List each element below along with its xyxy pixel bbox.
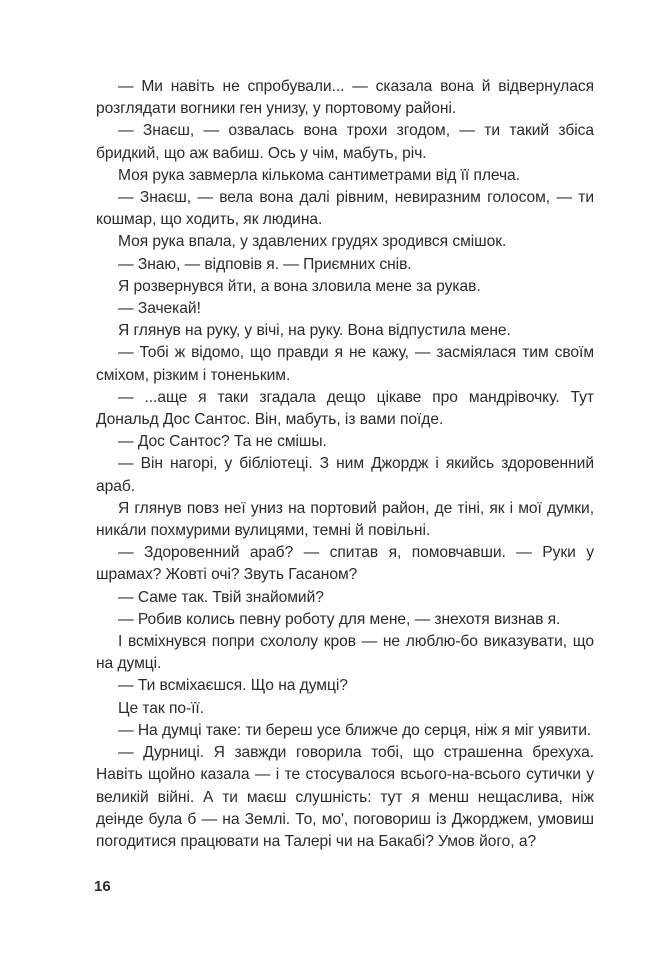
paragraph: — Робив колись певну роботу для мене, — знехотя визнав я.: [118, 610, 561, 628]
paragraph: Моя рука впала, у здавлених грудях зродився смішок.: [118, 233, 507, 251]
paragraph: — Здоровенний араб? — спитав я, помовчавши. — Руки у шрамах? Жовті очі? Звуть Гасаном?: [96, 544, 594, 584]
paragraph: — Дос Сантос? Та не смішы.: [118, 433, 327, 451]
paragraph: — Тобі ж відомо, що правди я не кажу, — засміялася тим своїм сміхом, різким і тоненьким.: [96, 344, 594, 384]
page-number: 16: [94, 878, 111, 895]
paragraph: І всміхнувся попри схололу кров — не люблю-бо виказувати, що на думці.: [96, 633, 594, 673]
paragraph: Це так по-її.: [118, 699, 204, 717]
paragraph: — Він нагорі, у бібліотеці. З ним Джордж і якийсь здоровенний араб.: [96, 455, 594, 495]
paragraph: — На думці таке: ти береш усе ближче до серця, ніж я міг уявити.: [118, 721, 592, 739]
paragraph: — Знаю, — відповів я. — Приємних снів.: [118, 255, 412, 273]
paragraph: — Саме так. Твій знайомий?: [118, 588, 324, 606]
paragraph: Я глянув на руку, у вічі, на руку. Вона відпустила мене.: [118, 322, 511, 340]
paragraph: — Дурниці. Я завжди говорила тобі, що страшенна брехуха. Навіть щойно казала — і те стосувалося всього-на-всього сутички у великій війні. А ти маєш слушність: тут я менш нещаслива, ніж деінде була б — на Землі. То, мо', поговориш із Джорджем, умовиш погодитися працювати на Талері чи на Бакабі? Умов його, а?: [96, 744, 594, 850]
page-text: [96, 76, 594, 853]
paragraph: Я глянув повз неї униз на портовий район, де тіні, як і мої думки, никáли похмурими вулицями, темні й повільні.: [96, 499, 594, 540]
paragraph: — Ти всміхаєшся. Що на думці?: [118, 677, 348, 695]
paragraph: — ...аще я таки згадала дещо цікаве про мандрівочку. Тут Дональд Дос Сантос. Він, мабуть, із вами поїде.: [96, 388, 594, 429]
paragraph: — Зачекай!: [118, 300, 201, 318]
paragraph: — Знаєш, — озвалась вона трохи згодом, — ти такий збіса бридкий, що аж вабиш. Ось у чім, мабуть, річ.: [96, 122, 594, 162]
paragraph: — Ми навіть не спробували... — сказала вона й відвернулася розглядати вогники ген унизу, у портовому районі.: [96, 78, 594, 118]
paragraph: Моя рука завмерла кількома сантиметрами від її плеча.: [118, 166, 520, 184]
paragraph: — Знаєш, — вела вона далі рівним, невиразним голосом, — ти кошмар, що ходить, як людина.: [96, 189, 594, 229]
paragraph: Я розвернувся йти, а вона зловила мене за рукав.: [118, 277, 481, 295]
